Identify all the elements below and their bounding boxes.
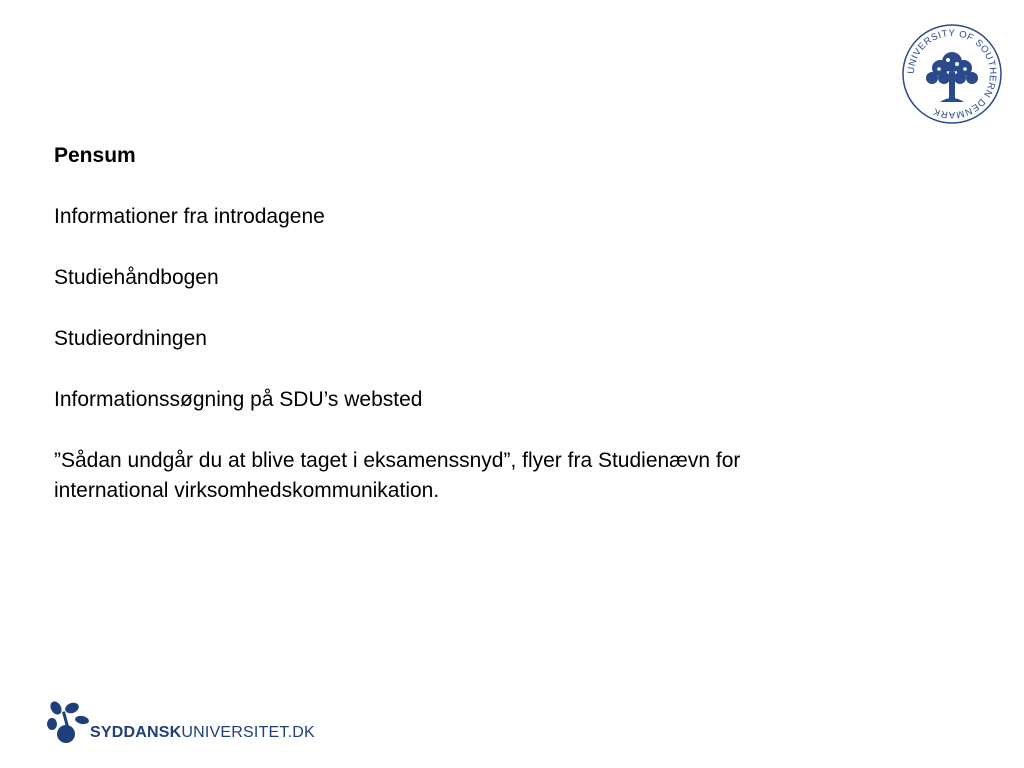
list-item: ”Sådan undgår du at blive taget i eksamenssnyd”, flyer fra Studienævn for international virksomhedskommunikation. [54,449,741,502]
seal-text: UNIVERSITY OF SOUTHERN DENMARK [905,27,999,121]
brand-bold: SYDDANSK [90,724,182,741]
list-item: Informationer fra introdagene [54,205,325,228]
footer-brand-text [90,724,315,742]
brand-regular: UNIVERSITET.DK [181,724,315,741]
list-item: Informationssøgning på SDU’s websted [54,388,423,411]
footer-brand-logo [46,700,315,748]
university-seal-tree-icon [900,22,1004,126]
list-item: Studieordningen [54,327,207,350]
list-item: Studiehåndbogen [54,266,219,289]
slide-heading: Pensum [54,144,136,167]
sdu-flower-logo-icon [46,700,90,744]
slide-content [54,142,854,537]
